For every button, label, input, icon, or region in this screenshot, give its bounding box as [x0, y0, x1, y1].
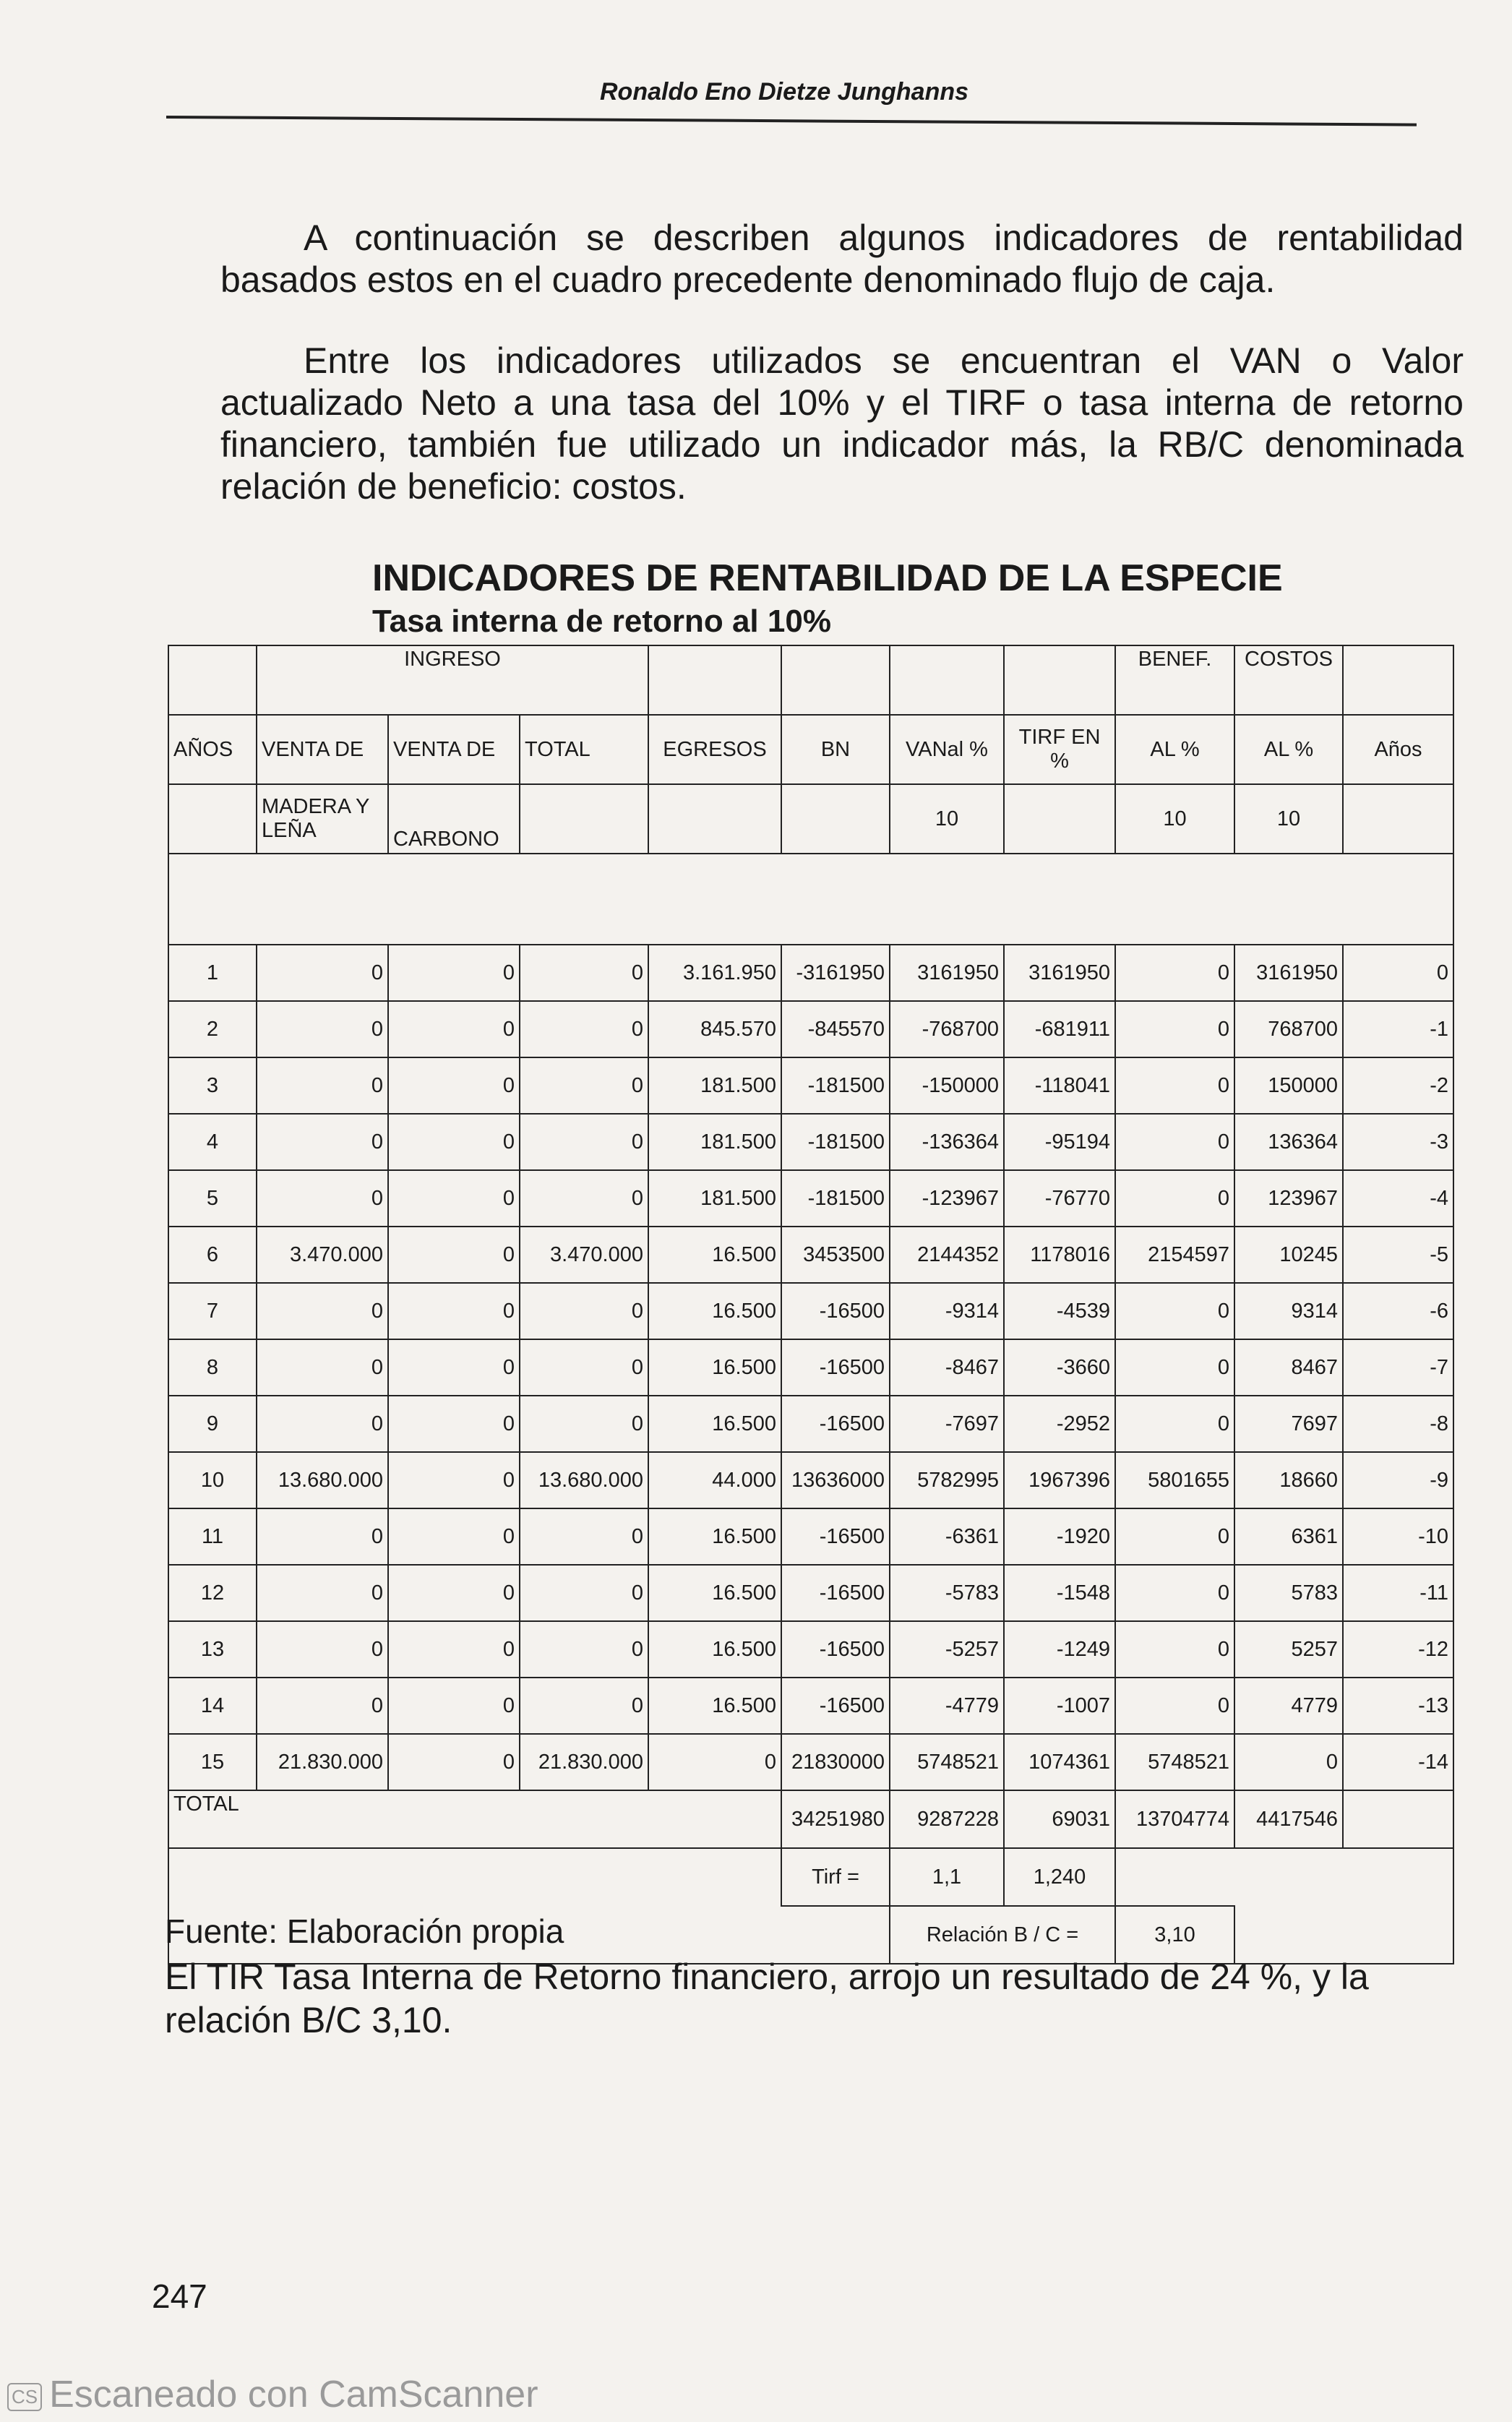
- cell-van: 5748521: [890, 1734, 1004, 1790]
- total-van: 9287228: [890, 1790, 1004, 1848]
- cell-costos: 150000: [1234, 1057, 1343, 1114]
- cell-madera: 0: [257, 1114, 388, 1170]
- cell-benef: 2154597: [1115, 1227, 1234, 1283]
- table-row: [168, 1678, 1453, 1734]
- cell-madera: 3.470.000: [257, 1227, 388, 1283]
- table-row: [168, 1621, 1453, 1678]
- cell-costos: 5257: [1234, 1621, 1343, 1678]
- cell-benef: 0: [1115, 1396, 1234, 1452]
- cell-tirf: -1920: [1004, 1508, 1115, 1565]
- header-van-rate: 10: [890, 784, 1004, 854]
- cell-costos: 768700: [1234, 1001, 1343, 1057]
- cell-anio: 2: [168, 1001, 257, 1057]
- cell-carbono: 0: [388, 1227, 520, 1283]
- cell-madera: 0: [257, 1170, 388, 1227]
- cell-anios: -5: [1343, 1227, 1453, 1283]
- cell-madera: 0: [257, 1396, 388, 1452]
- header-tirfen: TIRF EN %: [1004, 715, 1115, 784]
- cell-costos: 4779: [1234, 1678, 1343, 1734]
- cell-anios: -8: [1343, 1396, 1453, 1452]
- cell-tirf: -2952: [1004, 1396, 1115, 1452]
- header-anios: AÑOS: [168, 715, 257, 784]
- cell-anios: -14: [1343, 1734, 1453, 1790]
- cell-carbono: 0: [388, 1170, 520, 1227]
- cell-tirf: -4539: [1004, 1283, 1115, 1339]
- cell-anios: -12: [1343, 1621, 1453, 1678]
- cell-anios: -2: [1343, 1057, 1453, 1114]
- header-costos-al: AL %: [1234, 715, 1343, 784]
- cell-costos: 3161950: [1234, 945, 1343, 1001]
- cell-anios: -1: [1343, 1001, 1453, 1057]
- cell-carbono: 0: [388, 1057, 520, 1114]
- cell-anios: 0: [1343, 945, 1453, 1001]
- cell-total: 0: [520, 1114, 648, 1170]
- cell-tirf: -118041: [1004, 1057, 1115, 1114]
- cell-madera: 0: [257, 1565, 388, 1621]
- cell-madera: 0: [257, 1508, 388, 1565]
- cell-benef: 0: [1115, 1508, 1234, 1565]
- cell-egresos: 0: [648, 1734, 781, 1790]
- cell-anios: -7: [1343, 1339, 1453, 1396]
- table-row: [168, 1565, 1453, 1621]
- cell-carbono: 0: [388, 1396, 520, 1452]
- cell-bn: 21830000: [781, 1734, 890, 1790]
- cell-anio: 10: [168, 1452, 257, 1508]
- cell-tirf: 1074361: [1004, 1734, 1115, 1790]
- header-row-1: [168, 645, 1453, 715]
- table-row: [168, 1057, 1453, 1114]
- cell-egresos: 16.500: [648, 1339, 781, 1396]
- cell-egresos: 44.000: [648, 1452, 781, 1508]
- total-row: [168, 1790, 1453, 1848]
- table-row: [168, 1734, 1453, 1790]
- cell-carbono: 0: [388, 945, 520, 1001]
- cell-tirf: -1007: [1004, 1678, 1115, 1734]
- header-author: Ronaldo Eno Dietze Junghanns: [600, 78, 969, 106]
- cell-total: 0: [520, 1678, 648, 1734]
- header-venta-de-1: VENTA DE: [257, 715, 388, 784]
- cell-benef: 5801655: [1115, 1452, 1234, 1508]
- cell-total: 0: [520, 1170, 648, 1227]
- cell-van: -4779: [890, 1678, 1004, 1734]
- cell-total: 0: [520, 1565, 648, 1621]
- header-carbono: CARBONO: [388, 784, 520, 854]
- tirf-label: Tirf =: [781, 1848, 890, 1906]
- cell-egresos: 16.500: [648, 1565, 781, 1621]
- cell-anio: 13: [168, 1621, 257, 1678]
- header-madera: MADERA Y LEÑA: [257, 784, 388, 854]
- cell-carbono: 0: [388, 1508, 520, 1565]
- cell-egresos: 3.161.950: [648, 945, 781, 1001]
- cell-madera: 0: [257, 1339, 388, 1396]
- cell-benef: 0: [1115, 1170, 1234, 1227]
- cell-benef: 0: [1115, 1678, 1234, 1734]
- source-note: Fuente: Elaboración propia: [165, 1912, 564, 1950]
- cell-carbono: 0: [388, 1678, 520, 1734]
- cell-tirf: 1967396: [1004, 1452, 1115, 1508]
- cell-egresos: 845.570: [648, 1001, 781, 1057]
- table-row: [168, 1227, 1453, 1283]
- cell-bn: -16500: [781, 1565, 890, 1621]
- cell-egresos: 16.500: [648, 1678, 781, 1734]
- cell-bn: -16500: [781, 1339, 890, 1396]
- cell-anio: 12: [168, 1565, 257, 1621]
- cell-costos: 5783: [1234, 1565, 1343, 1621]
- cell-costos: 18660: [1234, 1452, 1343, 1508]
- header-benef-rate: 10: [1115, 784, 1234, 854]
- cell-bn: -16500: [781, 1396, 890, 1452]
- cell-bn: -845570: [781, 1001, 890, 1057]
- cell-carbono: 0: [388, 1339, 520, 1396]
- cell-anio: 9: [168, 1396, 257, 1452]
- cell-total: 0: [520, 1283, 648, 1339]
- cell-van: -5257: [890, 1621, 1004, 1678]
- table-row: [168, 1396, 1453, 1452]
- cell-madera: 0: [257, 1621, 388, 1678]
- cell-van: -7697: [890, 1396, 1004, 1452]
- total-costos: 4417546: [1234, 1790, 1343, 1848]
- bc-value: 3,10: [1115, 1906, 1234, 1964]
- cell-van: 3161950: [890, 945, 1004, 1001]
- cell-egresos: 16.500: [648, 1621, 781, 1678]
- table-row: [168, 945, 1453, 1001]
- header-row-3: [168, 784, 1453, 854]
- cell-costos: 0: [1234, 1734, 1343, 1790]
- cell-costos: 7697: [1234, 1396, 1343, 1452]
- cell-bn: -16500: [781, 1678, 890, 1734]
- cell-carbono: 0: [388, 1621, 520, 1678]
- scanner-watermark-text: Escaneado con CamScanner: [49, 2374, 538, 2415]
- cell-total: 0: [520, 1339, 648, 1396]
- header-total: TOTAL: [520, 715, 648, 784]
- table-row: [168, 1114, 1453, 1170]
- cell-madera: 0: [257, 1057, 388, 1114]
- cell-madera: 0: [257, 945, 388, 1001]
- total-tirf: 69031: [1004, 1790, 1115, 1848]
- tirf-row: [168, 1848, 1453, 1906]
- cell-bn: 3453500: [781, 1227, 890, 1283]
- table-row: [168, 1339, 1453, 1396]
- table-row: [168, 1283, 1453, 1339]
- header-venta-de-2: VENTA DE: [388, 715, 520, 784]
- cell-total: 21.830.000: [520, 1734, 648, 1790]
- cell-total: 0: [520, 1057, 648, 1114]
- cell-van: -768700: [890, 1001, 1004, 1057]
- cell-van: -8467: [890, 1339, 1004, 1396]
- cell-total: 3.470.000: [520, 1227, 648, 1283]
- header-anios-right: Años: [1343, 715, 1453, 784]
- cell-benef: 0: [1115, 945, 1234, 1001]
- indicators-table: [168, 645, 1454, 1964]
- cell-costos: 123967: [1234, 1170, 1343, 1227]
- cell-bn: -16500: [781, 1508, 890, 1565]
- cell-bn: -16500: [781, 1621, 890, 1678]
- cell-carbono: 0: [388, 1565, 520, 1621]
- cell-anios: -9: [1343, 1452, 1453, 1508]
- bc-label: Relación B / C =: [890, 1906, 1115, 1964]
- cell-bn: -181500: [781, 1170, 890, 1227]
- cell-bn: -181500: [781, 1114, 890, 1170]
- cell-anios: -6: [1343, 1283, 1453, 1339]
- cell-van: 5782995: [890, 1452, 1004, 1508]
- cell-benef: 0: [1115, 1339, 1234, 1396]
- total-benef: 13704774: [1115, 1790, 1234, 1848]
- spacer-row: [168, 854, 1453, 945]
- total-bn: 34251980: [781, 1790, 890, 1848]
- cell-van: -6361: [890, 1508, 1004, 1565]
- tirf-van-value: 1,1: [890, 1848, 1004, 1906]
- cell-van: -9314: [890, 1283, 1004, 1339]
- cell-tirf: 1178016: [1004, 1227, 1115, 1283]
- cell-anio: 11: [168, 1508, 257, 1565]
- cell-total: 0: [520, 945, 648, 1001]
- cell-benef: 0: [1115, 1114, 1234, 1170]
- cell-carbono: 0: [388, 1114, 520, 1170]
- header-egresos: EGRESOS: [648, 715, 781, 784]
- tirf-tirf-value: 1,240: [1004, 1848, 1115, 1906]
- cell-costos: 9314: [1234, 1283, 1343, 1339]
- cell-madera: 0: [257, 1678, 388, 1734]
- camscanner-badge-icon: CS: [7, 2383, 42, 2411]
- cell-costos: 136364: [1234, 1114, 1343, 1170]
- cell-egresos: 16.500: [648, 1227, 781, 1283]
- cell-benef: 5748521: [1115, 1734, 1234, 1790]
- cell-total: 0: [520, 1508, 648, 1565]
- cell-anio: 3: [168, 1057, 257, 1114]
- cell-van: -136364: [890, 1114, 1004, 1170]
- header-costos: COSTOS: [1234, 645, 1343, 715]
- cell-anio: 1: [168, 945, 257, 1001]
- cell-bn: -181500: [781, 1057, 890, 1114]
- header-ingreso: INGRESO: [257, 645, 648, 715]
- cell-madera: 13.680.000: [257, 1452, 388, 1508]
- cell-anio: 6: [168, 1227, 257, 1283]
- cell-tirf: -1249: [1004, 1621, 1115, 1678]
- data-rows: [168, 945, 1453, 1790]
- cell-bn: 13636000: [781, 1452, 890, 1508]
- header-row-2: [168, 715, 1453, 784]
- header-benef-al: AL %: [1115, 715, 1234, 784]
- cell-egresos: 181.500: [648, 1057, 781, 1114]
- cell-anio: 15: [168, 1734, 257, 1790]
- cell-total: 0: [520, 1001, 648, 1057]
- cell-anio: 4: [168, 1114, 257, 1170]
- cell-madera: 21.830.000: [257, 1734, 388, 1790]
- cell-egresos: 16.500: [648, 1396, 781, 1452]
- cell-anios: -10: [1343, 1508, 1453, 1565]
- table-subtitle: Tasa interna de retorno al 10%: [372, 604, 831, 639]
- total-label: TOTAL: [168, 1790, 781, 1848]
- header-rule: [166, 116, 1417, 126]
- cell-benef: 0: [1115, 1565, 1234, 1621]
- intro-paragraph: A continuación se describen algunos indicadores de rentabilidad basados estos en el cuadro precedente denominado flujo de caja.: [220, 218, 1464, 300]
- cell-anio: 5: [168, 1170, 257, 1227]
- cell-anios: -3: [1343, 1114, 1453, 1170]
- cell-costos: 6361: [1234, 1508, 1343, 1565]
- cell-costos: 10245: [1234, 1227, 1343, 1283]
- cell-bn: -16500: [781, 1283, 890, 1339]
- cell-anio: 7: [168, 1283, 257, 1339]
- cell-anios: -13: [1343, 1678, 1453, 1734]
- cell-tirf: 3161950: [1004, 945, 1115, 1001]
- cell-egresos: 16.500: [648, 1283, 781, 1339]
- cell-egresos: 16.500: [648, 1508, 781, 1565]
- cell-carbono: 0: [388, 1001, 520, 1057]
- cell-benef: 0: [1115, 1283, 1234, 1339]
- cell-benef: 0: [1115, 1621, 1234, 1678]
- cell-total: 0: [520, 1396, 648, 1452]
- table-row: [168, 1170, 1453, 1227]
- cell-carbono: 0: [388, 1452, 520, 1508]
- cell-egresos: 181.500: [648, 1114, 781, 1170]
- cell-anios: -11: [1343, 1565, 1453, 1621]
- cell-bn: -3161950: [781, 945, 890, 1001]
- cell-total: 0: [520, 1621, 648, 1678]
- cell-benef: 0: [1115, 1001, 1234, 1057]
- cell-egresos: 181.500: [648, 1170, 781, 1227]
- cell-van: -123967: [890, 1170, 1004, 1227]
- cell-tirf: -3660: [1004, 1339, 1115, 1396]
- cell-tirf: -95194: [1004, 1114, 1115, 1170]
- cell-van: 2144352: [890, 1227, 1004, 1283]
- table-row: [168, 1452, 1453, 1508]
- cell-tirf: -681911: [1004, 1001, 1115, 1057]
- header-bn: BN: [781, 715, 890, 784]
- scanner-watermark: [0, 2373, 538, 2416]
- cell-tirf: -1548: [1004, 1565, 1115, 1621]
- header-benef: BENEF.: [1115, 645, 1234, 715]
- conclusion-paragraph: El TIR Tasa Interna de Retorno financiero, arrojo un resultado de 24 %, y la relación B/C 3,10.: [165, 1957, 1369, 2040]
- cell-anio: 8: [168, 1339, 257, 1396]
- cell-carbono: 0: [388, 1283, 520, 1339]
- cell-madera: 0: [257, 1283, 388, 1339]
- cell-anios: -4: [1343, 1170, 1453, 1227]
- table-row: [168, 1001, 1453, 1057]
- cell-carbono: 0: [388, 1734, 520, 1790]
- cell-total: 13.680.000: [520, 1452, 648, 1508]
- cell-benef: 0: [1115, 1057, 1234, 1114]
- cell-van: -150000: [890, 1057, 1004, 1114]
- cell-anio: 14: [168, 1678, 257, 1734]
- cell-van: -5783: [890, 1565, 1004, 1621]
- table-title: INDICADORES DE RENTABILIDAD DE LA ESPECIE: [372, 557, 1283, 599]
- cell-madera: 0: [257, 1001, 388, 1057]
- cell-tirf: -76770: [1004, 1170, 1115, 1227]
- table-row: [168, 1508, 1453, 1565]
- indicators-paragraph: Entre los indicadores utilizados se encuentran el VAN o Valor actualizado Neto a una tasa del 10% y el TIRF o tasa interna de retorno financiero, también fue utilizado un indicador más, la RB/C denominada relación de beneficio: costos.: [220, 340, 1464, 507]
- header-costos-rate: 10: [1234, 784, 1343, 854]
- cell-costos: 8467: [1234, 1339, 1343, 1396]
- page-number: 247: [152, 2277, 207, 2315]
- header-vanal: VANal %: [890, 715, 1004, 784]
